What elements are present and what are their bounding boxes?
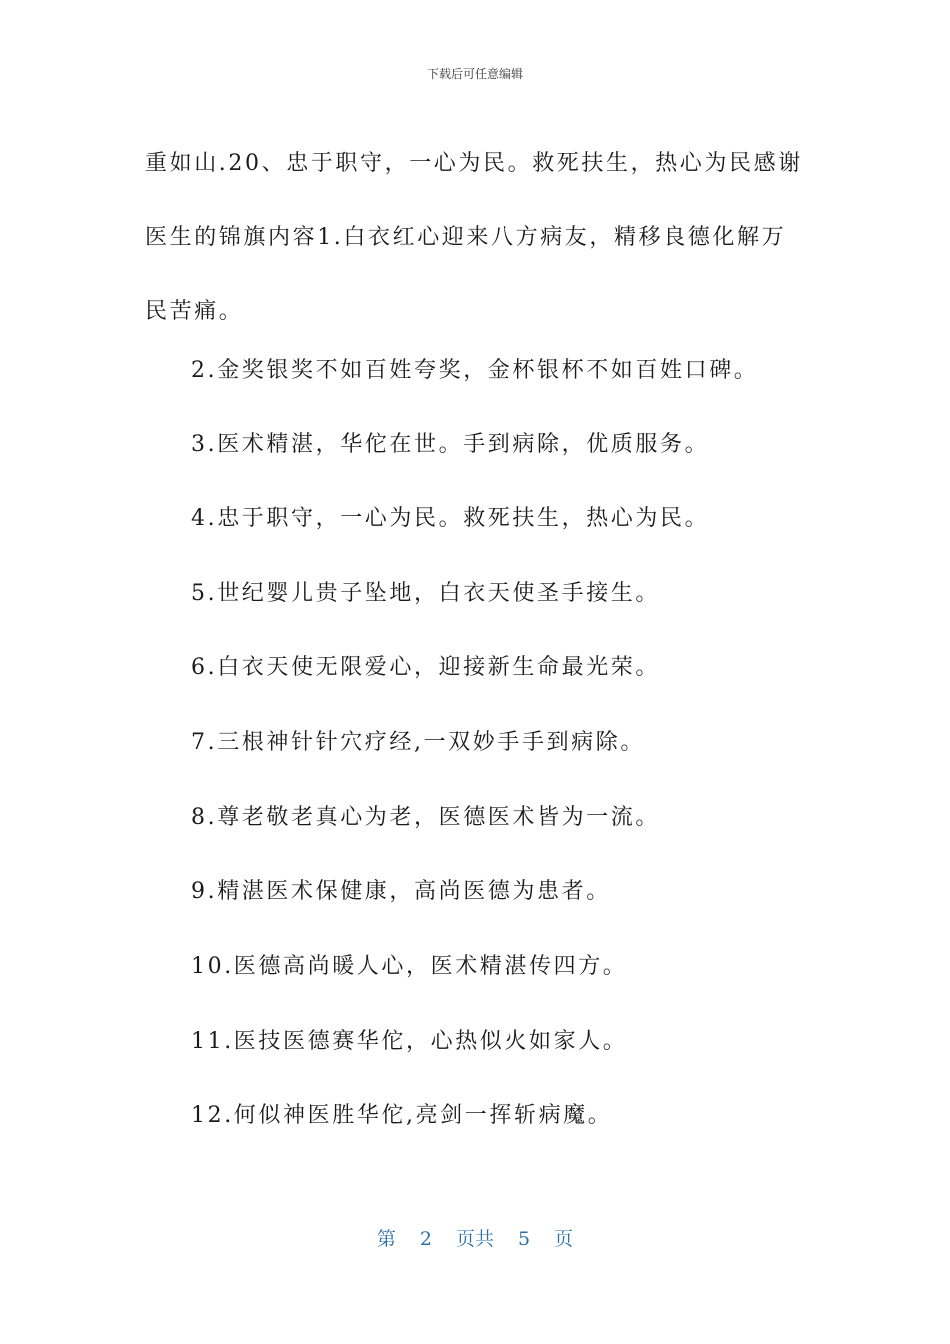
list-item: 11.医技医德赛华佗，心热似火如家人。 bbox=[191, 1029, 628, 1054]
list-item: 9.精湛医术保健康，高尚医德为患者。 bbox=[191, 879, 611, 904]
list-item: 3.医术精湛，华佗在世。手到病除，优质服务。 bbox=[191, 432, 710, 457]
list-item: 10.医德高尚暖人心，医术精湛传四方。 bbox=[191, 954, 628, 979]
list-item: 2.金奖银奖不如百姓夸奖，金杯银杯不如百姓口碑。 bbox=[191, 358, 759, 383]
body-paragraph: 重如山.20、忠于职守，一心为民。救死扶生，热心为民感谢医生的锦旗内容1.白衣红心迎来八方病友，精移良德化解万民苦痛。 bbox=[145, 151, 803, 324]
list-item: 4.忠于职守，一心为民。救死扶生，热心为民。 bbox=[191, 506, 710, 531]
list-item: 8.尊老敬老真心为老，医德医术皆为一流。 bbox=[191, 805, 660, 830]
list-item: 12.何似神医胜华佗,亮剑一挥斩病魔。 bbox=[191, 1103, 613, 1128]
list-item: 7.三根神针针穴疗经,一双妙手手到病除。 bbox=[191, 730, 645, 755]
page-number-footer: 第 2 页共 5 页 bbox=[376, 1228, 574, 1250]
list-item: 6.白衣天使无限爱心，迎接新生命最光荣。 bbox=[191, 655, 660, 680]
list-item: 5.世纪婴儿贵子坠地，白衣天使圣手接生。 bbox=[191, 581, 660, 606]
page-header: 下载后可任意编辑 bbox=[426, 67, 523, 81]
